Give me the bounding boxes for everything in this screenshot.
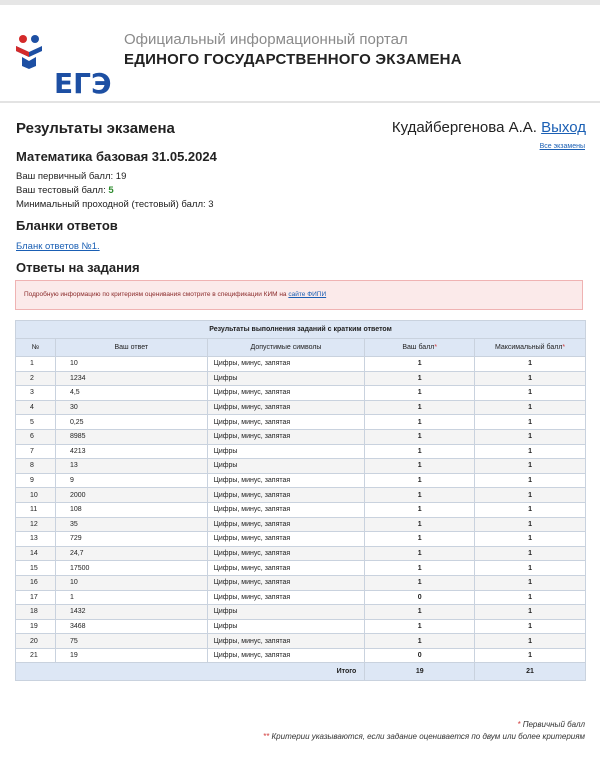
table-row xyxy=(16,357,586,372)
alert-text: Подробную информацию по критериям оценивания смотрите в спецификации КИМ на xyxy=(24,291,287,298)
cell-max: 1 xyxy=(475,429,586,444)
table-row xyxy=(16,546,586,561)
cell-num: 7 xyxy=(16,444,56,459)
logout-link[interactable]: Выход xyxy=(541,119,586,136)
cell-answer: 1432 xyxy=(55,605,207,620)
cell-symbols: Цифры, минус, запятая xyxy=(207,561,365,576)
cell-answer: 4,5 xyxy=(55,386,207,401)
cell-num: 19 xyxy=(16,619,56,634)
user-name: Кудайбергенова А.А. xyxy=(391,119,537,136)
cell-score: 1 xyxy=(365,357,475,372)
cell-max: 1 xyxy=(475,444,586,459)
cell-score: 1 xyxy=(365,546,475,561)
cell-num: 21 xyxy=(16,648,56,663)
cell-num: 14 xyxy=(16,546,56,561)
info-alert xyxy=(15,280,583,310)
cell-max: 1 xyxy=(475,648,586,663)
cell-answer: 3468 xyxy=(55,619,207,634)
cell-score: 1 xyxy=(365,473,475,488)
user-bar xyxy=(392,119,586,136)
cell-symbols: Цифры, минус, запятая xyxy=(207,590,365,605)
cell-symbols: Цифры, минус, запятая xyxy=(207,386,365,401)
ege-logo-icon xyxy=(14,33,44,69)
cell-answer: 1 xyxy=(55,590,207,605)
cell-num: 12 xyxy=(16,517,56,532)
cell-symbols: Цифры, минус, запятая xyxy=(207,517,365,532)
cell-num: 11 xyxy=(16,502,56,517)
cell-num: 2 xyxy=(16,371,56,386)
table-row xyxy=(16,502,586,517)
col-score-label: Ваш балл xyxy=(402,344,435,351)
test-score-line xyxy=(16,185,114,196)
cell-max: 1 xyxy=(475,605,586,620)
footnote-criteria-text: Критерии указываются, если задание оценивается по двум или более критериям xyxy=(271,732,585,741)
cell-symbols: Цифры xyxy=(207,444,365,459)
cell-max: 1 xyxy=(475,502,586,517)
col-score: Ваш балл* xyxy=(365,339,475,357)
cell-score: 1 xyxy=(365,502,475,517)
cell-max: 1 xyxy=(475,546,586,561)
cell-symbols: Цифры, минус, запятая xyxy=(207,634,365,649)
min-score-label: Минимальный проходной (тестовый) балл: xyxy=(16,199,206,210)
table-row xyxy=(16,429,586,444)
cell-symbols: Цифры, минус, запятая xyxy=(207,357,365,372)
table-row xyxy=(16,415,586,430)
cell-score: 1 xyxy=(365,488,475,503)
cell-num: 18 xyxy=(16,605,56,620)
table-row xyxy=(16,605,586,620)
cell-symbols: Цифры, минус, запятая xyxy=(207,488,365,503)
cell-score: 0 xyxy=(365,590,475,605)
col-max: Максимальный балл* xyxy=(475,339,586,357)
cell-answer: 9 xyxy=(55,473,207,488)
primary-score-line xyxy=(16,171,126,182)
fipi-link[interactable]: сайте ФИПИ xyxy=(288,291,327,298)
cell-score: 1 xyxy=(365,517,475,532)
primary-score-label: Ваш первичный балл: xyxy=(16,171,114,182)
table-row xyxy=(16,619,586,634)
cell-max: 1 xyxy=(475,357,586,372)
cell-score: 1 xyxy=(365,429,475,444)
cell-answer: 108 xyxy=(55,502,207,517)
table-row xyxy=(16,400,586,415)
table-row xyxy=(16,648,586,663)
cell-answer: 10 xyxy=(55,357,207,372)
portal-subtitle: Официальный информационный портал xyxy=(124,31,408,48)
test-score-label: Ваш тестовый балл: xyxy=(16,185,106,196)
cell-symbols: Цифры xyxy=(207,605,365,620)
cell-symbols: Цифры, минус, запятая xyxy=(207,400,365,415)
cell-symbols: Цифры, минус, запятая xyxy=(207,648,365,663)
blanks-heading: Бланки ответов xyxy=(16,218,118,233)
table-row xyxy=(16,386,586,401)
cell-max: 1 xyxy=(475,532,586,547)
cell-max: 1 xyxy=(475,473,586,488)
page-title: Результаты экзамена xyxy=(16,120,175,137)
cell-answer: 0,25 xyxy=(55,415,207,430)
cell-num: 16 xyxy=(16,575,56,590)
cell-symbols: Цифры, минус, запятая xyxy=(207,415,365,430)
cell-score: 1 xyxy=(365,371,475,386)
cell-num: 15 xyxy=(16,561,56,576)
table-row xyxy=(16,590,586,605)
cell-score: 1 xyxy=(365,415,475,430)
cell-symbols: Цифры xyxy=(207,459,365,474)
cell-score: 1 xyxy=(365,561,475,576)
cell-num: 20 xyxy=(16,634,56,649)
cell-num: 10 xyxy=(16,488,56,503)
cell-max: 1 xyxy=(475,619,586,634)
table-row xyxy=(16,561,586,576)
cell-max: 1 xyxy=(475,634,586,649)
cell-num: 17 xyxy=(16,590,56,605)
cell-max: 1 xyxy=(475,561,586,576)
cell-answer: 24,7 xyxy=(55,546,207,561)
cell-answer: 19 xyxy=(55,648,207,663)
cell-answer: 30 xyxy=(55,400,207,415)
table-row xyxy=(16,532,586,547)
cell-answer: 2000 xyxy=(55,488,207,503)
footnote-criteria: ** Критерии указываются, если задание оценивается по двум или более критериям xyxy=(263,732,585,741)
cell-answer: 13 xyxy=(55,459,207,474)
total-score: 19 xyxy=(365,663,475,681)
results-table xyxy=(15,320,586,681)
cell-score: 1 xyxy=(365,605,475,620)
cell-max: 1 xyxy=(475,517,586,532)
cell-symbols: Цифры, минус, запятая xyxy=(207,502,365,517)
answers-heading: Ответы на задания xyxy=(16,260,140,275)
cell-answer: 8985 xyxy=(55,429,207,444)
cell-max: 1 xyxy=(475,590,586,605)
table-row xyxy=(16,444,586,459)
cell-max: 1 xyxy=(475,488,586,503)
all-exams-link[interactable]: Все экзамены xyxy=(539,143,585,150)
table-row xyxy=(16,371,586,386)
cell-symbols: Цифры, минус, запятая xyxy=(207,532,365,547)
test-score-value: 5 xyxy=(108,185,114,196)
cell-score: 1 xyxy=(365,619,475,634)
cell-num: 1 xyxy=(16,357,56,372)
cell-score: 1 xyxy=(365,459,475,474)
cell-score: 1 xyxy=(365,634,475,649)
cell-symbols: Цифры xyxy=(207,371,365,386)
cell-symbols: Цифры, минус, запятая xyxy=(207,473,365,488)
blank-link[interactable]: Бланк ответов №1. xyxy=(16,241,100,252)
cell-answer: 1234 xyxy=(55,371,207,386)
col-symbols: Допустимые символы xyxy=(207,339,365,357)
cell-max: 1 xyxy=(475,415,586,430)
cell-num: 8 xyxy=(16,459,56,474)
cell-num: 5 xyxy=(16,415,56,430)
cell-answer: 75 xyxy=(55,634,207,649)
cell-symbols: Цифры, минус, запятая xyxy=(207,429,365,444)
cell-answer: 729 xyxy=(55,532,207,547)
cell-answer: 35 xyxy=(55,517,207,532)
col-num: № xyxy=(16,339,56,357)
cell-answer: 10 xyxy=(55,575,207,590)
cell-symbols: Цифры, минус, запятая xyxy=(207,575,365,590)
table-caption: Результаты выполнения заданий с кратким ответом xyxy=(16,321,586,339)
cell-symbols: Цифры, минус, запятая xyxy=(207,546,365,561)
min-score-line xyxy=(16,199,214,210)
table-row xyxy=(16,459,586,474)
min-score-value: 3 xyxy=(208,199,214,210)
cell-max: 1 xyxy=(475,459,586,474)
cell-score: 1 xyxy=(365,575,475,590)
total-label: Итого xyxy=(16,663,365,681)
site-header xyxy=(0,5,600,103)
table-row xyxy=(16,488,586,503)
primary-score-value: 19 xyxy=(115,171,127,182)
cell-score: 1 xyxy=(365,400,475,415)
footnote-primary: * Первичный балл xyxy=(517,720,585,729)
cell-symbols: Цифры xyxy=(207,619,365,634)
table-row xyxy=(16,634,586,649)
cell-score: 1 xyxy=(365,444,475,459)
col-max-label: Максимальный балл xyxy=(494,344,563,351)
cell-answer: 4213 xyxy=(55,444,207,459)
cell-answer: 17500 xyxy=(55,561,207,576)
cell-max: 1 xyxy=(475,386,586,401)
exam-subject: Математика базовая 31.05.2024 xyxy=(16,149,217,164)
cell-num: 13 xyxy=(16,532,56,547)
cell-score: 0 xyxy=(365,648,475,663)
cell-max: 1 xyxy=(475,575,586,590)
cell-score: 1 xyxy=(365,532,475,547)
col-answer: Ваш ответ xyxy=(55,339,207,357)
cell-max: 1 xyxy=(475,400,586,415)
cell-num: 4 xyxy=(16,400,56,415)
cell-num: 9 xyxy=(16,473,56,488)
portal-title: ЕДИНОГО ГОСУДАРСТВЕННОГО ЭКЗАМЕНА xyxy=(124,51,462,68)
cell-num: 3 xyxy=(16,386,56,401)
total-max: 21 xyxy=(475,663,586,681)
table-row xyxy=(16,517,586,532)
ege-logo[interactable] xyxy=(14,33,112,100)
table-row xyxy=(16,473,586,488)
table-row xyxy=(16,575,586,590)
cell-num: 6 xyxy=(16,429,56,444)
cell-max: 1 xyxy=(475,371,586,386)
footnote-primary-text: Первичный балл xyxy=(522,720,585,729)
logo-text: ЕГЭ xyxy=(54,67,112,100)
cell-score: 1 xyxy=(365,386,475,401)
